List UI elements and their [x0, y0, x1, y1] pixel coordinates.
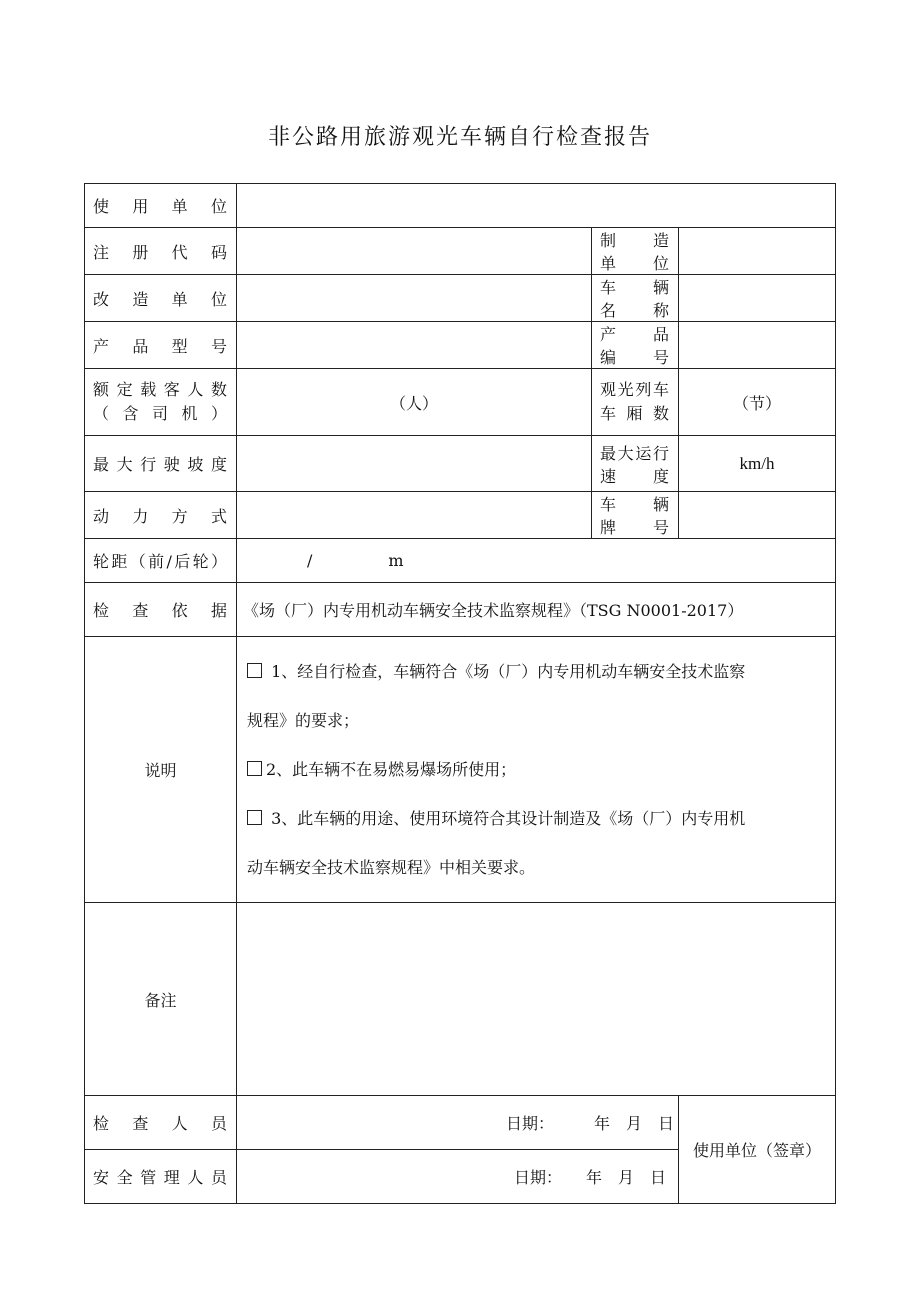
note-item-1: 1、经自行检查，车辆符合《场（厂）内专用机动车辆安全技术监察	[247, 647, 827, 696]
checkbox-1[interactable]	[247, 663, 262, 678]
basis-label: 检 查 依 据	[85, 583, 237, 637]
manufacturer-label: 制 造 单 位	[592, 228, 679, 275]
max-slope-label: 最大行驶坡度	[85, 436, 237, 492]
modifier-label: 改 造 单 位	[85, 275, 237, 322]
max-slope-field[interactable]	[237, 436, 592, 492]
power-field[interactable]	[237, 492, 592, 539]
wheelbase-field[interactable]	[237, 539, 836, 583]
notes-label: 说明	[85, 637, 237, 903]
reg-code-field[interactable]	[237, 228, 592, 275]
max-speed-label: 最大运行速度	[592, 436, 679, 492]
note-item-1-cont: 规程》的要求；	[247, 711, 360, 730]
remarks-label: 备注	[85, 903, 237, 1096]
capacity-field[interactable]: （人）	[237, 369, 592, 436]
manufacturer-field[interactable]	[679, 228, 836, 275]
power-label: 动 力 方 式	[85, 492, 237, 539]
cars-label: 观光列车车厢数	[592, 369, 679, 436]
safety-manager-date[interactable]: 日期： 年 月 日	[237, 1150, 679, 1204]
seal-label: 使用单位（签章）	[679, 1096, 836, 1204]
plate-label: 车 辆 牌 号	[592, 492, 679, 539]
product-model-label: 产 品 型 号	[85, 322, 237, 369]
capacity-label: 额定载客人数（含司机）	[85, 369, 237, 436]
user-unit-label: 使 用 单 位	[85, 184, 237, 228]
inspector-label: 检 查 人 员	[85, 1096, 237, 1150]
user-unit-field[interactable]	[237, 184, 836, 228]
safety-manager-label: 安全管理人员	[85, 1150, 237, 1204]
modifier-field[interactable]	[237, 275, 592, 322]
wheelbase-unit: m	[388, 551, 404, 570]
note-item-3-cont: 动车辆安全技术监察规程》中相关要求。	[247, 858, 536, 877]
inspector-date[interactable]: 日期： 年 月 日	[237, 1096, 679, 1150]
max-speed-field[interactable]: km/h	[679, 436, 836, 492]
product-model-field[interactable]	[237, 322, 592, 369]
product-number-label: 产 品 编 号	[592, 322, 679, 369]
reg-code-label: 注 册 代 码	[85, 228, 237, 275]
product-number-field[interactable]	[679, 322, 836, 369]
checkbox-2[interactable]	[247, 761, 262, 776]
wheelbase-label: 轮距（前/后轮）	[85, 539, 237, 583]
checkbox-3[interactable]	[247, 810, 262, 825]
note-item-2: 2、此车辆不在易燃易爆场所使用；	[247, 745, 827, 794]
page-title: 非公路用旅游观光车辆自行检查报告	[267, 125, 652, 150]
vehicle-name-label: 车 辆 名 称	[592, 275, 679, 322]
vehicle-name-field[interactable]	[679, 275, 836, 322]
remarks-field[interactable]	[237, 903, 836, 1096]
note-item-3: 3、此车辆的用途、使用环境符合其设计制造及《场（厂）内专用机	[247, 794, 827, 843]
wheelbase-separator: /	[307, 551, 313, 570]
inspection-form	[84, 183, 835, 1204]
cars-field[interactable]: （节）	[679, 369, 836, 436]
basis-value: 《场（厂）内专用机动车辆安全技术监察规程》（TSG N0001-2017）	[237, 583, 836, 637]
notes-content	[237, 637, 836, 903]
plate-field[interactable]	[679, 492, 836, 539]
